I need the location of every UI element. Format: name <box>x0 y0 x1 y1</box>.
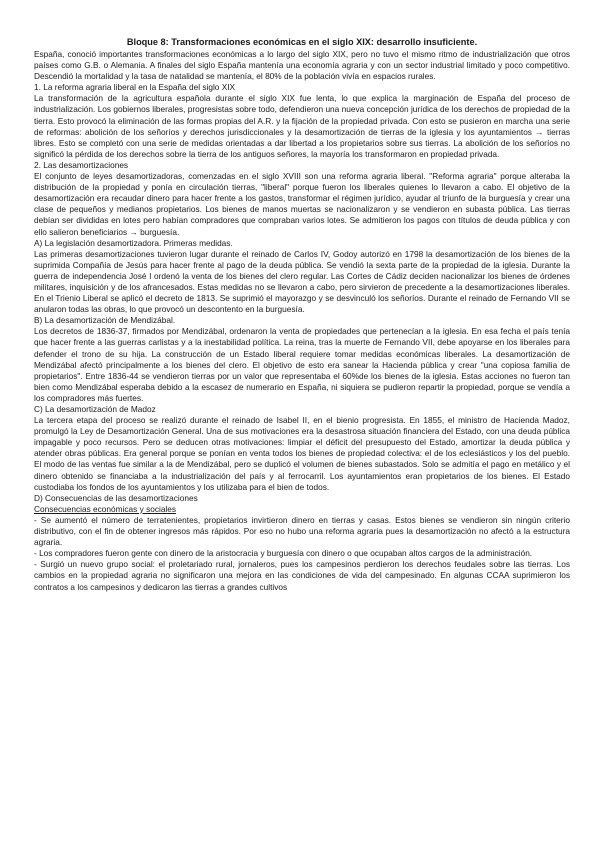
section-b-heading: B) La desamortización de Mendizábal. <box>34 315 176 326</box>
section-d-heading: D) Consecuencias de las desamortizaciones <box>34 492 198 503</box>
intro-paragraph: España, conoció importantes transformaciones económicas a lo largo del siglo XIX, pero no tuvo el mismo ritmo de industrialización que otros países como G.B. o Alemania. A finales del siglo España mantenía una economía agraria y con un sector industrial limitado y poco competitivo. Descendió la mortalidad y la tasa de natalidad se mantenía, el 80% de la población vivía en espacios rurales. <box>34 49 570 82</box>
consequence-bullet-2: - Los compradores fueron gente con dinero de la aristocracia y burguesía con dinero o que ocupaban altos cargos de la administración. <box>34 548 533 559</box>
section-a-heading: A) La legislación desamortizadora. Primeras medidas. <box>34 237 233 248</box>
section-c-paragraph: La tercera etapa del proceso se realizó durante el reinado de Isabel II, en el bienio progresista. En 1855, el ministro de Hacienda Madoz, promulgó la Ley de Desamortización General. Una de sus motivaciones era la desastrosa situación financiera del Estado, con una deuda pública impagable y poco recursos. Pero se deducen otras motivaciones: limpiar el déficit del presupuesto del Estado, amortizar la deuda pública y atender obras públicas. Era general porque se ponían en venta todos los bienes de propiedad colectiva: el de los eclesiásticos y los del pueblo. El modo de las ventas fue similar a la de Mendizábal, pero se duplicó el volumen de bienes subastados. Solo se admitía el pago en metálico y el dinero obtenido se financiaba a la industrialización del país y al ferrocarril. Los ayuntamientos eran propietarios de los bienes. El Estado custodiaba los fondos de los ayuntamientos y los utilizaba para el bien de todos. <box>34 415 570 492</box>
consequence-bullet-3: - Surgió un nuevo grupo social: el proletariado rural, jornaleros, pues los campesinos perdieron los derechos feudales sobre las tierras. Los cambios en la propiedad agraria no significaron una mejora en las condiciones de vida del campesinado. En algunas CCAA suprimieron los contratos a los campesinos y dedicaron las tierras a grandes cultivos <box>34 559 570 592</box>
section-2-paragraph: El conjunto de leyes desamortizadoras, comenzadas en el siglo XVIII son una reforma agraria liberal. "Reforma agraria" porque alteraba la distribución de la propiedad y ponía en circulación tierras, "liberal" porque fueron los liberales quienes lo llevaron a cabo. El objetivo de la desamortización era recaudar dinero para hacer frente a los gastos, transformar el régimen jurídico, ayudar al triunfo de la burguesía y crear una clase de pequeños y medianos propietarios. Los bienes de manos muertas se nacionalizaron y se vendieron en subasta pública. Las tierras debían ser divididas en lotes pero habían compradores que compraban varios lotes. Se admitieron los pagos con títulos de deuda pública y con ello salieron beneficiarios → burguesía. <box>34 171 570 237</box>
section-1-paragraph: La transformación de la agricultura española durante el siglo XIX fue lenta, lo que explica la marginación de España del proceso de industrialización. Los gobiernos liberales, progresistas sobre todo, defendieron una nueva concepción jurídica de los derechos de propiedad de la tierra. Esto provocó la eliminación de las formas propias del A.R. y la fijación de la propiedad privada. Con esto se pusieron en marcha una serie de reformas: abolición de los señoríos y derechos jurisdiccionales y la desamortización de tierras de la iglesia y los ayuntamientos → tierras libres. Esto se completó con una serie de medidas orientadas a dar libertad a los propietarios sobre sus tierras. La abolición de los señoríos no significó la pérdida de los derechos sobre la tierra de los antiguos señores, la mayoría los transformaron en propiedad privada. <box>34 93 570 159</box>
section-1-heading: 1. La reforma agraria liberal en la España del siglo XIX <box>34 82 236 93</box>
section-c-heading: C) La desamortización de Madoz <box>34 404 156 414</box>
section-b-paragraph: Los decretos de 1836-37, firmados por Mendizábal, ordenaron la venta de propiedades que pertenecían a la iglesia. En esa fecha el país tenía que hacer frente a las guerras carlistas y a la inestabilidad política. La reina, tras la muerte de Fernando VII, debe apoyarse en los liberales para defender el trono de su hija. La construcción de un Estado liberal requiere tomar medidas económicas liberales. La desamortización de Mendizábal afectó principalmente a los bienes del clero. El objetivo de esto era sanear la Hacienda pública y crear "una copiosa familia de propietarios". Entre 1836-44 se vendieron tierras por un valor que representaba el 60%de los bienes de la iglesia. Estas acciones no fueron tan bien como Mendizábal esperaba debido a la escasez de numerario en España, ni siquiera se pudieron repartir la propiedad, porque se vendía a los compradores más fuertes. <box>34 326 570 403</box>
section-2-heading: 2. Las desamortizaciones <box>34 159 129 170</box>
document-title: Bloque 8: Transformaciones económicas en el siglo XIX: desarrollo insuficiente. <box>126 37 478 47</box>
section-d-subheading: Consecuencias económicas y sociales <box>34 503 177 514</box>
section-a-paragraph: Las primeras desamortizaciones tuvieron lugar durante el reinado de Carlos IV, Godoy autorizó en 1798 la desamortización de los bienes de la suprimida Compañía de Jesús para hacer frente al pago de la deuda pública. Se vendió la sexta parte de la propiedad de la iglesia. Durante la guerra de independencia José I ordenó la venta de los bienes del clero regular. Las Cortes de Cádiz deciden nacionalizar los bienes de órdenes militares, inquisición y de los afrancesados. Estas medidas no se llevaron a cabo, pero sirvieron de precedente a la desamortizaciones liberales. En el Trienio Liberal se aplicó el decreto de 1813. Se suprimió el mayorazgo y se desvinculó los señoríos. Durante el reinado de Fernando VII se anularon todas las obras, lo que provocó un descontento en la burguesía. <box>34 248 570 315</box>
consequence-bullet-1: - Se aumentó el número de terratenientes, propietarios invirtieron dinero en tierras y casas. Estos bienes se vendieron sin ningún criterio distributivo, con el fin de obtener ingresos más rápidos. Por eso no hubo una reforma agraria pues la desamortización no afectó a la estructura agraria. <box>34 514 570 548</box>
